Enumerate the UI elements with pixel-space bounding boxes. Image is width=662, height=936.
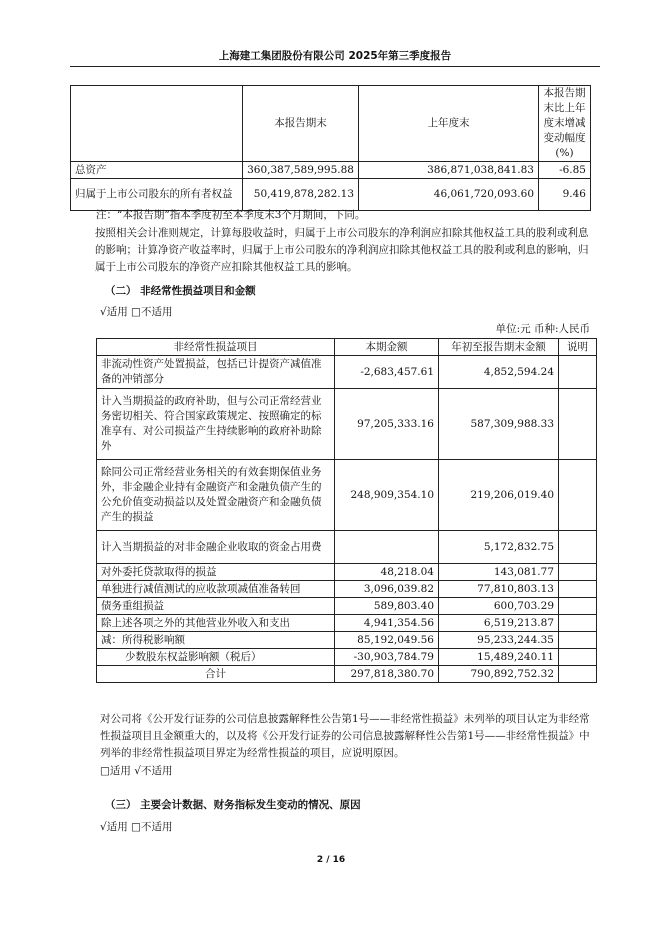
row-note [559, 632, 597, 649]
header-cell-current: 本期金额 [335, 339, 439, 356]
section-3-title: （三） 主要会计数据、财务指标发生变动的情况、原因 [105, 799, 361, 811]
row-current: 48,218.04 [335, 564, 439, 581]
table-row [71, 162, 591, 179]
page-number: 2 / 16 [316, 855, 346, 865]
row-note [559, 460, 597, 531]
section-2-not-applicable: □适用 √不适用 [100, 765, 173, 777]
row-note [559, 666, 597, 683]
note-accounting: 按照相关会计准则规定，计算每股收益时，归属于上市公司股东的净利润应扣除其他权益工具的股利或利息的影响；计算净资产收益率时，归属于上市公司股东的净利润应扣除其他权益工具的股利或利息的影响，归属于上市公司股东的净资产应扣除其他权益工具的影响。 [95, 227, 589, 273]
row-current: -2,683,457.61 [335, 356, 439, 389]
row-item: 总资产 [71, 162, 243, 179]
row-current: 4,941,354.56 [335, 615, 439, 632]
row-item: 合计 [97, 666, 335, 683]
header-cell-change: 本报告期末比上年度末增减变动幅度(%) [539, 86, 591, 162]
row-ytd: 219,206,019.40 [439, 460, 559, 531]
table-row [97, 389, 597, 460]
row-ytd: 4,852,594.24 [439, 356, 559, 389]
header-cell-note: 说明 [559, 339, 597, 356]
row-ytd: 5,172,832.75 [439, 531, 559, 564]
row-note [559, 649, 597, 666]
section-2-title: （二） 非经常性损益项目和金额 [105, 285, 256, 297]
row-prev: 386,871,038,841.83 [359, 162, 539, 179]
table-row [97, 615, 597, 632]
row-item: 单独进行减值测试的应收款项减值准备转回 [97, 581, 335, 598]
row-current: 3,096,039.82 [335, 581, 439, 598]
row-current: 297,818,380.70 [335, 666, 439, 683]
row-item: 减：所得税影响额 [97, 632, 335, 649]
table-row [97, 564, 597, 581]
row-note [559, 598, 597, 615]
header-cell-prev: 上年度末 [359, 86, 539, 162]
row-ytd: 587,309,988.33 [439, 389, 559, 460]
unit-label: 单位:元 币种:人民币 [495, 323, 590, 335]
row-current: 97,205,333.16 [335, 389, 439, 460]
table-header-row [97, 339, 597, 356]
note-period: 注：“本报告期”指本季度初至本季度末3个月期间，下同。 [96, 209, 366, 221]
row-current: 589,803.40 [335, 598, 439, 615]
row-current: -30,903,784.79 [335, 649, 439, 666]
row-ytd: 143,081.77 [439, 564, 559, 581]
table-row [97, 649, 597, 666]
header-cell-ytd: 年初至报告期末金额 [439, 339, 559, 356]
table-header-row [71, 86, 591, 162]
row-item: 计入当期损益的对非金融企业收取的资金占用费 [97, 531, 335, 564]
header-cell-blank [71, 86, 243, 162]
table-row [97, 598, 597, 615]
key-financials-table [70, 85, 591, 211]
row-ytd: 600,703.29 [439, 598, 559, 615]
row-ytd: 77,810,803.13 [439, 581, 559, 598]
row-change: -6.85 [539, 162, 591, 179]
row-note [559, 531, 597, 564]
page-header-title: 上海建工集团股份有限公司 2025年第三季度报告 [218, 50, 452, 62]
row-ytd: 790,892,752.32 [439, 666, 559, 683]
row-item: 除同公司正常经营业务相关的有效套期保值业务外，非金融企业持有金融资产和金融负债产生的公允价值变动损益以及处置金融资产和金融负债产生的损益 [97, 460, 335, 531]
row-current [335, 531, 439, 564]
table-row [97, 581, 597, 598]
row-item: 少数股东权益影响额（税后） [97, 649, 335, 666]
row-note [559, 581, 597, 598]
table-row [97, 460, 597, 531]
row-note [559, 615, 597, 632]
row-current: 248,909,354.10 [335, 460, 439, 531]
table-row [71, 179, 591, 211]
row-current: 360,387,589,995.88 [243, 162, 359, 179]
section-2-applicable: √适用 □不适用 [100, 306, 173, 318]
header-cell-item: 非经常性损益项目 [97, 339, 335, 356]
row-current: 85,192,049.56 [335, 632, 439, 649]
row-item: 计入当期损益的政府补助，但与公司正常经营业务密切相关、符合国家政策规定、按照确定的标准享有、对公司损益产生持续影响的政府补助除外 [97, 389, 335, 460]
row-item: 对外委托贷款取得的损益 [97, 564, 335, 581]
row-ytd: 95,233,244.35 [439, 632, 559, 649]
header-cell-current: 本报告期末 [243, 86, 359, 162]
row-item: 归属于上市公司股东的所有者权益 [71, 179, 243, 211]
table-row [97, 632, 597, 649]
table-row [97, 531, 597, 564]
header-rule [70, 66, 600, 67]
row-note [559, 564, 597, 581]
row-note [559, 389, 597, 460]
row-ytd: 15,489,240.11 [439, 649, 559, 666]
table-row [97, 356, 597, 389]
non-recurring-paragraph: 对公司将《公开发行证券的公司信息披露解释性公告第1号——非经常性损益》未列举的项目认定为非经常性损益项目且金额重大的，以及将《公开发行证券的公司信息披露解释性公告第1号——非经常性损益》中列举的非经常性损益项目界定为经常性损益的项目，应说明原因。 [100, 713, 590, 759]
non-recurring-table [96, 338, 597, 683]
row-item: 除上述各项之外的其他营业外收入和支出 [97, 615, 335, 632]
row-item: 债务重组损益 [97, 598, 335, 615]
row-note [559, 356, 597, 389]
section-3-applicable: √适用 □不适用 [100, 821, 173, 833]
row-prev: 46,061,720,093.60 [359, 179, 539, 211]
row-item: 非流动性资产处置损益，包括已计提资产减值准备的冲销部分 [97, 356, 335, 389]
table-total-row [97, 666, 597, 683]
row-current: 50,419,878,282.13 [243, 179, 359, 211]
row-change: 9.46 [539, 179, 591, 211]
row-ytd: 6,519,213.87 [439, 615, 559, 632]
